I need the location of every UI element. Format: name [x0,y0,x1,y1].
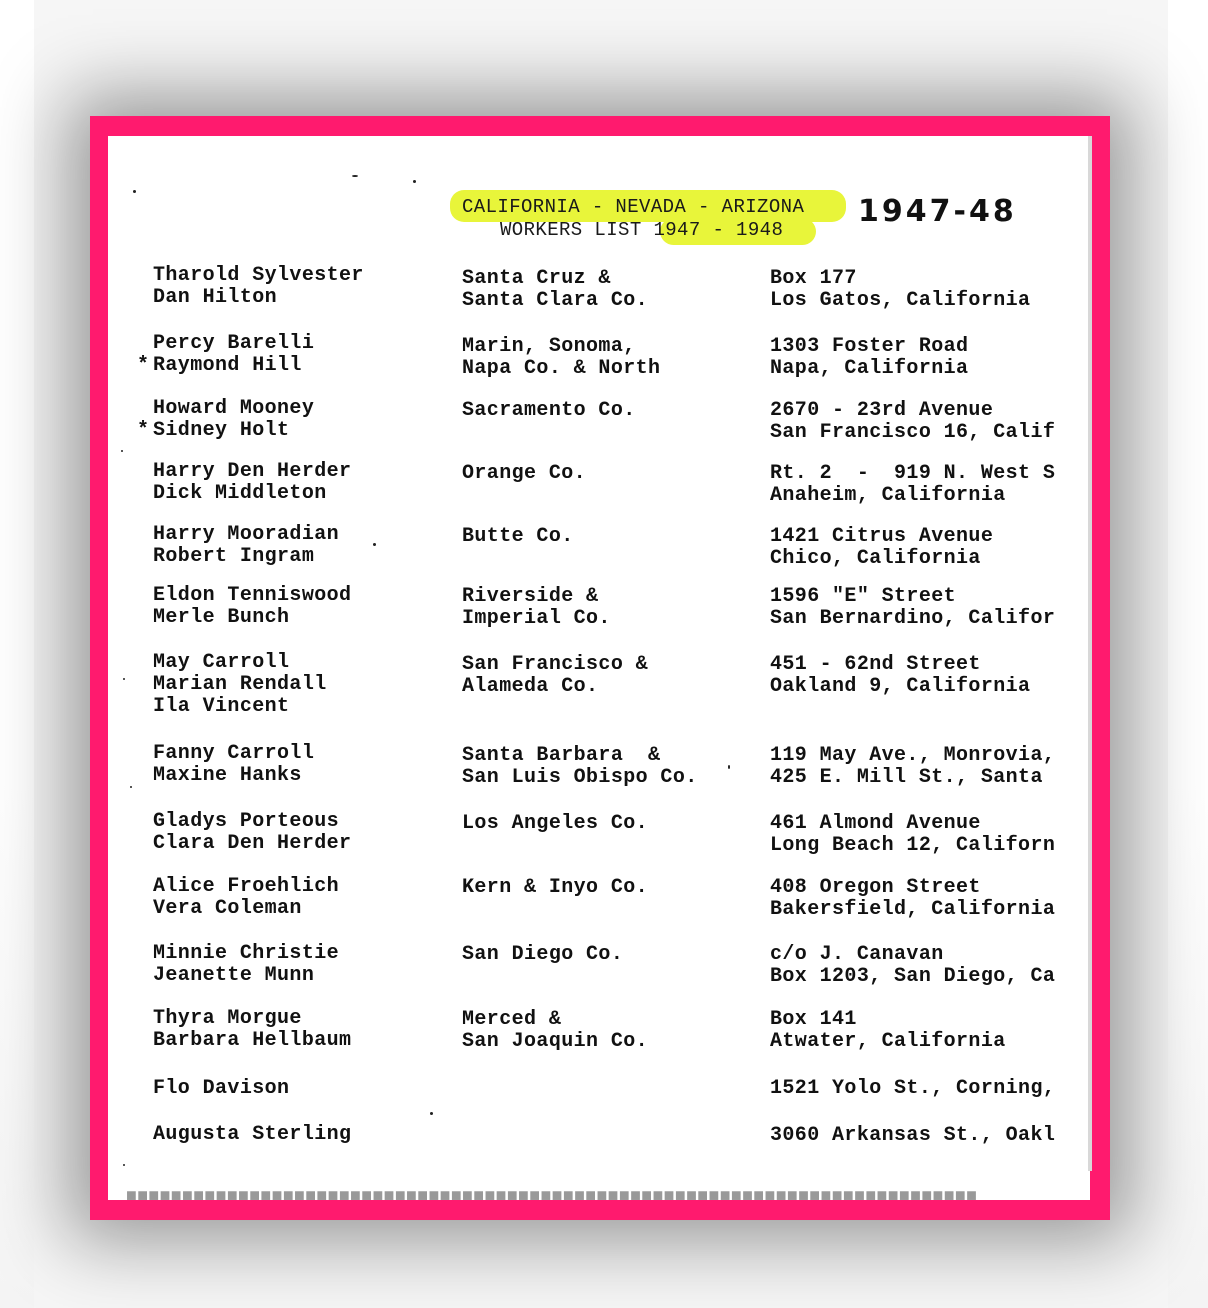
worker-name: Eldon Tenniswood [153,584,352,607]
worker-names [153,524,339,568]
worker-name: Dan Hilton [153,286,278,309]
address-line: 1596 "E" Street [770,585,957,608]
county-line: San Luis Obispo Co. [462,766,698,789]
address-line: Chico, California [770,547,981,570]
county-area [462,877,648,899]
worker-name: Harry Mooradian [153,523,340,546]
worker-name: Howard Mooney [153,397,315,420]
worker-name: Robert Ingram [153,545,315,568]
address-line: San Bernardino, Califor [770,607,1056,630]
worker-name: Marian Rendall [153,673,327,696]
document-subtitle [500,219,783,241]
worker-names [153,811,351,855]
worker-name: Minnie Christie [153,942,340,965]
county-area [462,463,586,485]
worker-name: May Carroll [153,651,290,674]
address-line: Rt. 2 - 919 N. West S [770,462,1056,485]
scan-speck [728,765,730,769]
worker-names [153,333,314,377]
address-line: Box 1203, San Diego, Ca [770,965,1056,988]
address-line: Box 141 [770,1008,857,1031]
worker-names [153,1008,351,1052]
address-line: Bakersfield, California [770,898,1056,921]
scan-speck [430,1112,433,1115]
address-line: 451 - 62nd Street [770,653,981,676]
worker-name: Jeanette Munn [153,964,315,987]
address-line: 3060 Arkansas St., Oakl [770,1124,1056,1147]
worker-name: Merle Bunch [153,606,290,629]
worker-names [153,585,351,629]
county-area [462,526,574,548]
scan-speck [352,175,358,177]
address [770,526,1088,570]
scan-speck [413,180,416,183]
address [770,1125,1088,1147]
county-line: Riverside & [462,585,599,608]
cut-off-bottom-line: ■■■■■■■■■■■■■■■■■■■■■■■■■■■■■■■■■■■■■■■■■■■■■■■■■■■■■■■■■■■■■■■■■■■■■■■■■■■■ [126,1187,978,1207]
worker-names [153,652,327,718]
county-area [462,400,636,422]
address [770,336,1088,380]
worker-names [153,461,351,505]
county-line: Los Angeles Co. [462,812,649,835]
address [770,813,1088,857]
address-line: Long Beach 12, Californ [770,834,1056,857]
worker-names [153,265,364,309]
subtitle-years: 1947 - 1948 [653,219,784,241]
worker-name: Sidney Holt [153,419,290,442]
address [770,1078,1088,1100]
address-line: 425 E. Mill St., Santa [770,766,1043,789]
address-line: 2670 - 23rd Avenue [770,399,994,422]
county-line: Santa Cruz & [462,267,611,290]
county-line: Butte Co. [462,525,574,548]
county-area [462,268,648,312]
worker-name: Vera Coleman [153,897,302,920]
star-marker: * [137,419,150,442]
worker-name: Harry Den Herder [153,460,352,483]
scan-speck [130,786,132,788]
address-line: Anaheim, California [770,484,1006,507]
address [770,944,1088,988]
county-area [462,745,698,789]
document-title: CALIFORNIA - NEVADA - ARIZONA [462,196,805,218]
worker-name: Percy Barelli [153,332,315,355]
address-line: 461 Almond Avenue [770,812,981,835]
county-line: San Diego Co. [462,943,624,966]
worker-name: Raymond Hill [153,354,302,377]
worker-names [153,398,314,442]
address [770,463,1088,507]
worker-name: Clara Den Herder [153,832,352,855]
address-line: 408 Oregon Street [770,876,981,899]
address-line: San Francisco 16, Calif [770,421,1056,444]
subtitle-prefix: WORKERS LIST [500,219,654,241]
annotation-year: 1947-48 [858,194,1017,229]
scan-speck [121,450,123,452]
address-line: 1421 Citrus Avenue [770,525,994,548]
scan-speck [123,678,125,680]
worker-name: Gladys Porteous [153,810,340,833]
county-line: Santa Clara Co. [462,289,649,312]
scan-speck [133,190,136,193]
address [770,1009,1088,1053]
worker-names [153,876,339,920]
address [770,877,1088,921]
address-line: Napa, California [770,357,969,380]
address [770,586,1088,630]
county-area [462,944,623,966]
scan-speck [123,1164,125,1166]
county-line: San Joaquin Co. [462,1030,649,1053]
county-area [462,1009,648,1053]
worker-name: Flo Davison [153,1077,290,1100]
county-area [462,586,611,630]
address-line: 1521 Yolo St., Corning, [770,1077,1056,1100]
county-line: Napa Co. & North [462,357,661,380]
address-line: Atwater, California [770,1030,1006,1053]
worker-names [153,1124,351,1146]
worker-names [153,943,339,987]
worker-name: Alice Froehlich [153,875,340,898]
county-line: Imperial Co. [462,607,611,630]
address-line: Los Gatos, California [770,289,1031,312]
county-area [462,336,660,380]
worker-name: Augusta Sterling [153,1123,352,1146]
address [770,745,1088,789]
county-line: Marin, Sonoma, [462,335,636,358]
address-line: Box 177 [770,267,857,290]
worker-names [153,1078,289,1100]
worker-names [153,743,314,787]
worker-name: Maxine Hanks [153,764,302,787]
county-area [462,813,648,835]
worker-name: Fanny Carroll [153,742,315,765]
address [770,654,1088,698]
address-line: 119 May Ave., Monrovia, [770,744,1056,767]
address [770,268,1088,312]
star-marker: * [137,354,150,377]
county-line: Alameda Co. [462,675,599,698]
county-line: San Francisco & [462,653,649,676]
scan-speck [373,543,376,546]
page-edge-shadow [1088,136,1092,1171]
county-area [462,654,648,698]
worker-name: Tharold Sylvester [153,264,364,287]
worker-name: Barbara Hellbaum [153,1029,352,1052]
county-line: Orange Co. [462,462,587,485]
worker-name: Ila Vincent [153,695,290,718]
county-line: Sacramento Co. [462,399,636,422]
county-line: Santa Barbara & [462,744,661,767]
address-line: 1303 Foster Road [770,335,969,358]
worker-name: Dick Middleton [153,482,327,505]
address-line: c/o J. Canavan [770,943,944,966]
county-line: Merced & [462,1008,562,1031]
address-line: Oakland 9, California [770,675,1031,698]
address [770,400,1088,444]
county-line: Kern & Inyo Co. [462,876,649,899]
worker-name: Thyra Morgue [153,1007,302,1030]
